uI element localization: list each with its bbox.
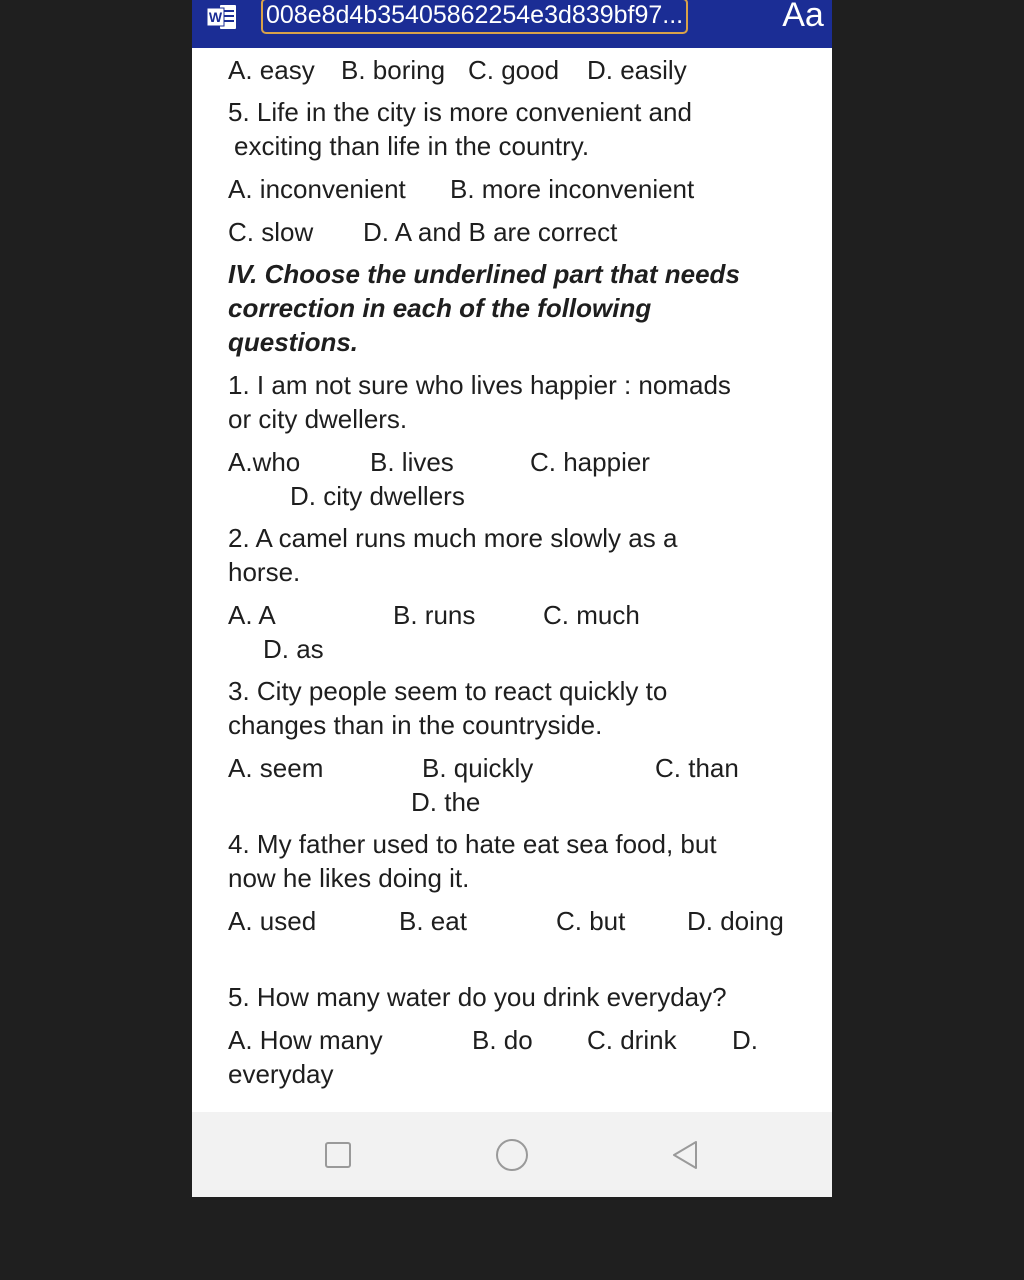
option-a: A. seem <box>228 753 324 783</box>
option-c: C. slow <box>228 217 314 247</box>
option-d: D. city dwellers <box>290 481 465 511</box>
option-d-continuation: everyday <box>228 1059 334 1089</box>
word-toolbar <box>192 0 832 48</box>
question-stem: 2. A camel runs much more slowly as a <box>228 523 678 553</box>
option-c: C. but <box>556 906 626 936</box>
question-stem: 3. City people seem to react quickly to <box>228 676 668 706</box>
document-title[interactable]: 008e8d4b35405862254e3d839bf97... <box>261 0 688 34</box>
option-b: B. more inconvenient <box>450 174 695 204</box>
phone-screen <box>192 0 832 1197</box>
option-b: B. lives <box>370 447 454 477</box>
question-stem: 4. My father used to hate eat sea food, but <box>228 829 717 859</box>
section-heading: correction in each of the following <box>228 293 652 323</box>
font-size-button[interactable]: Aa <box>782 0 824 34</box>
question-stem: exciting than life in the country. <box>234 131 590 161</box>
question-stem: or city dwellers. <box>228 404 408 434</box>
option-c: C. good <box>468 55 560 85</box>
option-a: A. easy <box>228 55 315 85</box>
option-d: D. easily <box>587 55 687 85</box>
option-c: C. drink <box>587 1025 677 1055</box>
document-content <box>192 48 832 1112</box>
question-stem: changes than in the countryside. <box>228 710 603 740</box>
section-heading: questions. <box>228 327 359 357</box>
square-icon[interactable] <box>318 1135 358 1175</box>
option-d: D. <box>732 1025 758 1055</box>
option-c: C. than <box>655 753 739 783</box>
option-b: B. quickly <box>422 753 534 783</box>
option-d: D. the <box>411 787 481 817</box>
option-a: A. used <box>228 906 317 936</box>
option-d: D. as <box>263 634 324 664</box>
option-c: C. much <box>543 600 640 630</box>
option-b: B. boring <box>341 55 446 85</box>
option-a: A.who <box>228 447 301 477</box>
question-stem: now he likes doing it. <box>228 863 470 893</box>
option-c: C. happier <box>530 447 650 477</box>
question-stem: 1. I am not sure who lives happier : nomads <box>228 370 731 400</box>
option-d: D. A and B are correct <box>363 217 618 247</box>
option-b: B. eat <box>399 906 467 936</box>
word-app-icon[interactable] <box>206 3 238 31</box>
android-navigation-bar <box>192 1112 832 1197</box>
question-stem: 5. Life in the city is more convenient and <box>228 97 692 127</box>
question-stem: horse. <box>228 557 301 587</box>
section-heading: IV. Choose the underlined part that needs <box>228 259 740 289</box>
option-d: D. doing <box>687 906 784 936</box>
option-a: A. inconvenient <box>228 174 406 204</box>
option-b: B. runs <box>393 600 476 630</box>
option-a: A. A <box>228 600 276 630</box>
option-b: B. do <box>472 1025 533 1055</box>
question-stem: 5. How many water do you drink everyday? <box>228 982 727 1012</box>
triangle-back-icon[interactable] <box>666 1135 706 1175</box>
option-a: A. How many <box>228 1025 383 1055</box>
svg-text:W: W <box>208 9 223 25</box>
circle-icon[interactable] <box>492 1135 532 1175</box>
